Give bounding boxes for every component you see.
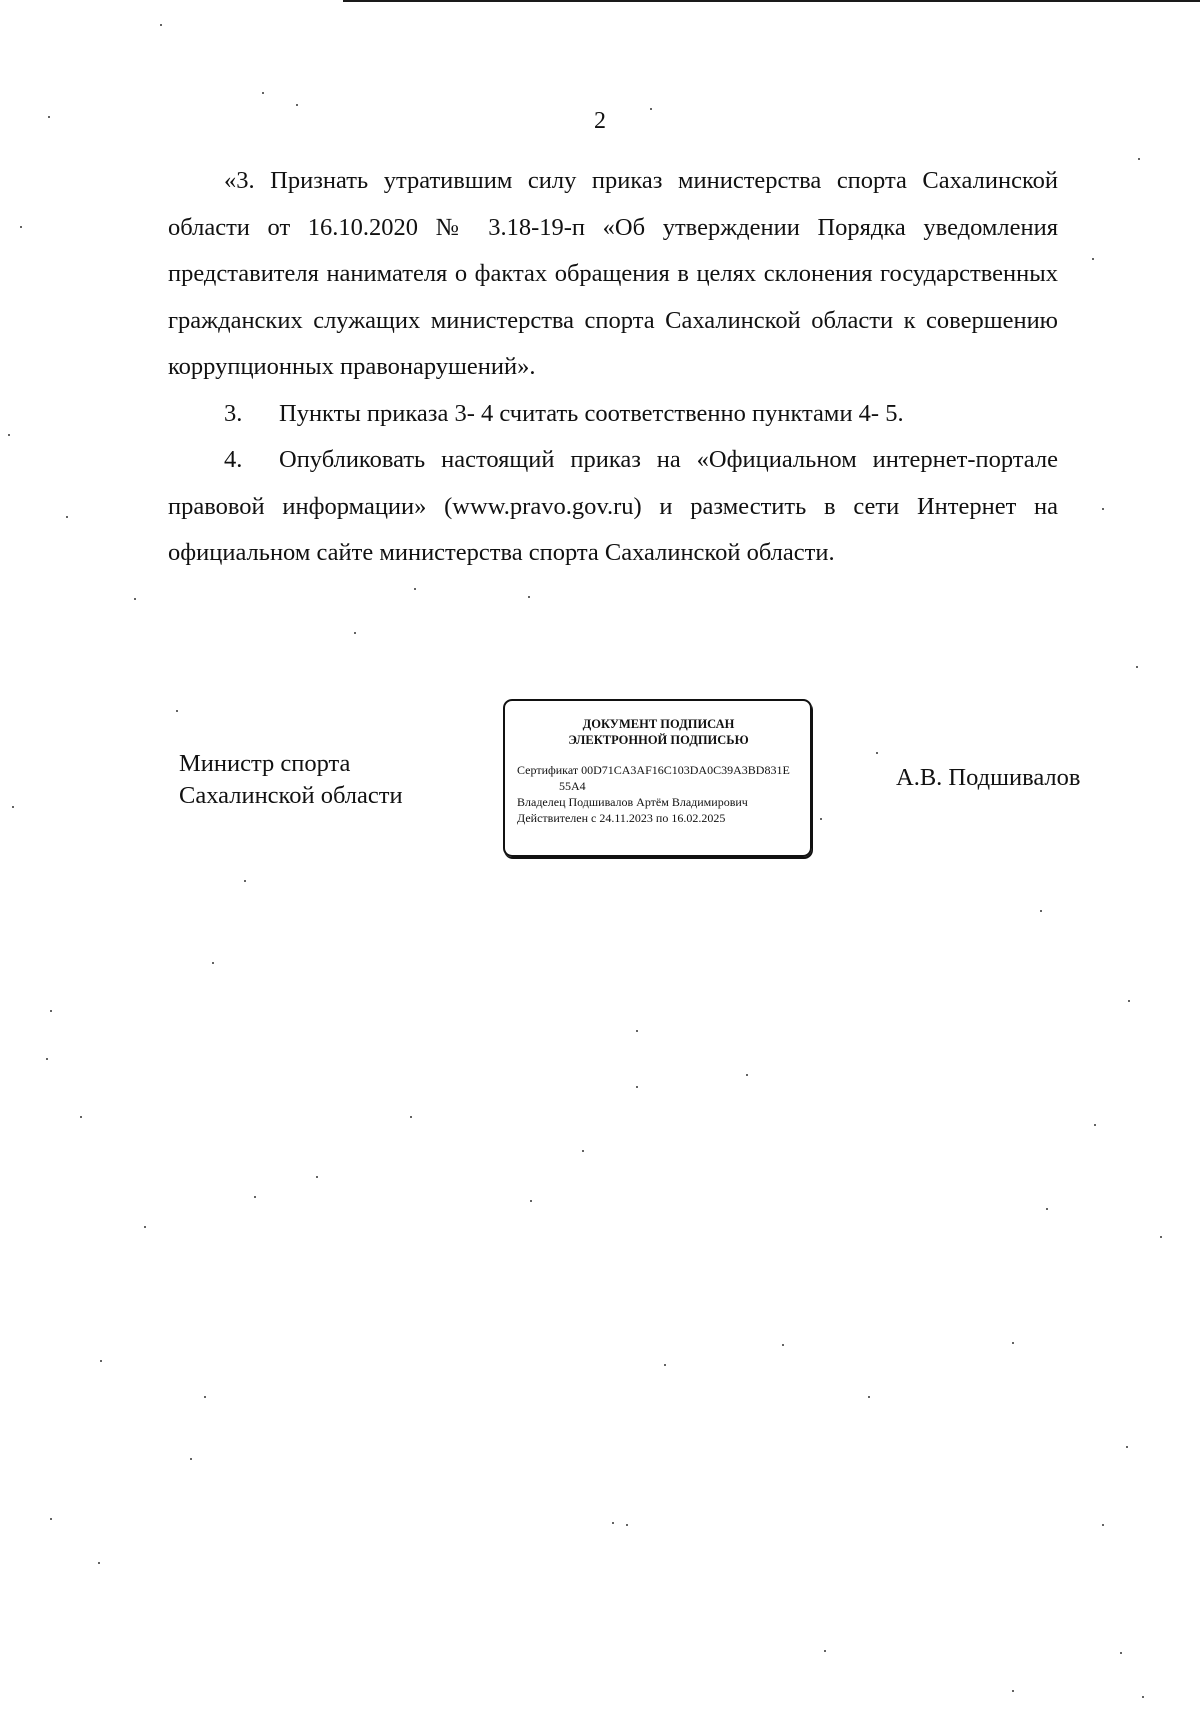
signer-position <box>179 748 403 812</box>
item-number: 3. <box>224 399 243 427</box>
signer-position-line2: Сахалинской области <box>179 782 403 809</box>
item-text: Опубликовать настоящий приказ на «Официальном интернет-портале правовой информации» (www.pravo.gov.ru) и разместить в сети Интернет на официальном сайте министерства спорта Сахалинской области. <box>168 446 1058 566</box>
item-number: 4. <box>224 446 243 473</box>
stamp-title-line1: ДОКУМЕНТ ПОДПИСАН <box>582 717 735 731</box>
page-number: 2 <box>594 108 606 134</box>
top-border-line <box>343 0 1200 2</box>
numbered-item-3 <box>168 391 1058 438</box>
stamp-title <box>517 716 800 748</box>
stamp-title-line2: ЭЛЕКТРОННОЙ ПОДПИСЬЮ <box>568 733 749 747</box>
numbered-item-4 <box>168 437 1058 577</box>
stamp-certificate: Сертификат 00D71CA3AF16C103DA0C39A3BD831E <box>517 763 790 777</box>
stamp-certificate-tail: 55A4 <box>559 779 586 793</box>
document-body <box>168 158 1058 577</box>
item-text: Пункты приказа 3- 4 считать соответственно пунктами 4- 5. <box>279 399 904 427</box>
stamp-owner: Владелец Подшивалов Артём Владимирович <box>517 795 748 809</box>
stamp-details <box>517 762 800 826</box>
stamp-validity: Действителен с 24.11.2023 по 16.02.2025 <box>517 811 726 825</box>
paragraph-quoted-item: «3. Признать утратившим силу приказ министерства спорта Сахалинской области от 16.10.2020 № 3.18-19-п «Об утверждении Порядка уведомления представителя нанимателя о фактах обращения в целях склонения государственных гражданских служащих министерства спорта Сахалинской области к совершению коррупционных правонарушений». <box>168 167 1058 380</box>
electronic-signature-stamp <box>503 699 812 857</box>
signer-name: А.В. Подшивалов <box>896 764 1081 791</box>
signer-position-line1: Министр спорта <box>179 750 351 777</box>
